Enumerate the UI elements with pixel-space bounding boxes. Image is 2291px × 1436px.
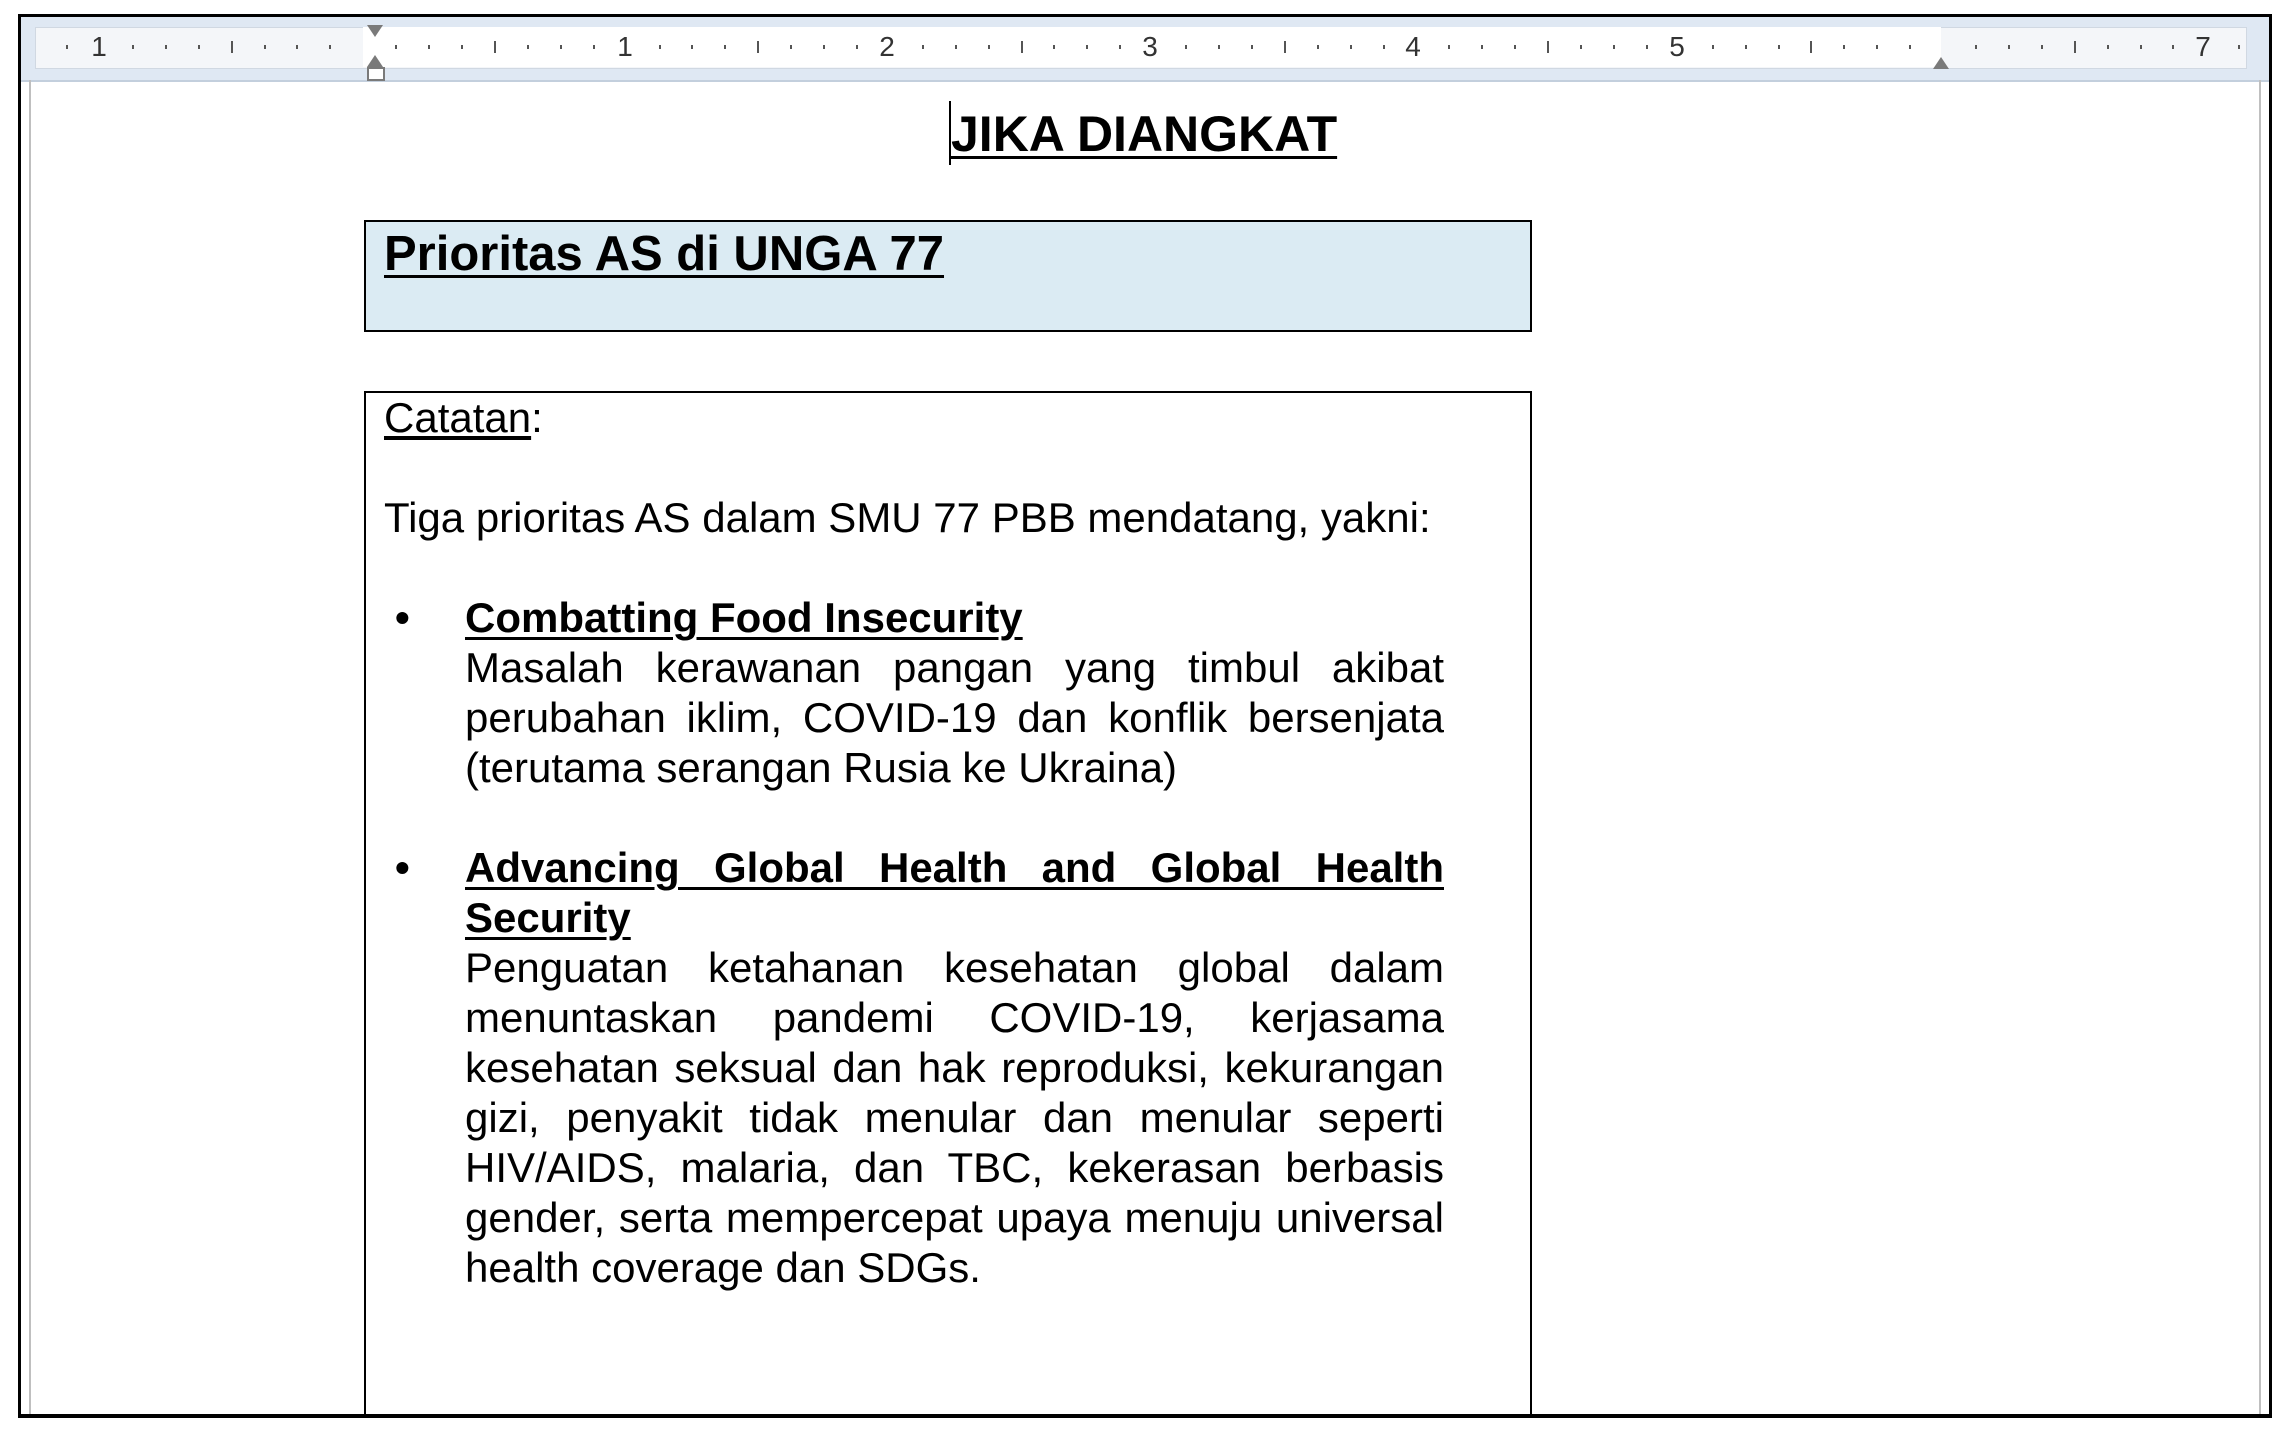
ruler-number: 7 bbox=[2195, 31, 2211, 62]
ruler-tick bbox=[1317, 45, 1319, 49]
ruler-tick bbox=[1185, 45, 1187, 49]
ruler-tick bbox=[165, 45, 167, 49]
ruler-tick bbox=[1350, 45, 1352, 49]
heading-box[interactable] bbox=[364, 220, 1532, 332]
ruler-tick bbox=[1514, 45, 1516, 49]
first-line-indent-marker[interactable] bbox=[367, 25, 383, 37]
ruler-tick bbox=[1712, 45, 1714, 49]
list-item bbox=[384, 843, 1444, 1293]
ruler-tick bbox=[1547, 41, 1549, 53]
ruler-tick bbox=[593, 45, 595, 49]
page-edge-right bbox=[2259, 80, 2261, 1418]
ruler-tick bbox=[461, 45, 463, 49]
list-item bbox=[384, 593, 1444, 793]
ruler-number: 2 bbox=[879, 31, 895, 62]
ruler-number: 3 bbox=[1142, 31, 1158, 62]
ruler-tick bbox=[955, 45, 957, 49]
ruler-tick bbox=[2041, 45, 2043, 49]
ruler-tick bbox=[1086, 45, 1088, 49]
document-title[interactable]: JIKA DIANGKAT bbox=[951, 106, 1338, 162]
ruler-tick bbox=[1284, 41, 1286, 53]
ruler-tick bbox=[428, 45, 430, 49]
bullet-icon: • bbox=[395, 594, 410, 641]
ruler-tick bbox=[691, 45, 693, 49]
right-indent-marker[interactable] bbox=[1933, 57, 1949, 69]
list-item-body: Masalah kerawanan pangan yang timbul akibat perubahan iklim, COVID-19 dan konflik bersenjata (terutama serangan Rusia ke Ukraina) bbox=[465, 644, 1444, 791]
ruler-tick bbox=[757, 41, 759, 53]
ruler-tick bbox=[2172, 45, 2174, 49]
ruler-tick bbox=[1613, 45, 1615, 49]
list-item-body: Penguatan ketahanan kesehatan global dalam menuntaskan pandemi COVID-19, kerjasama kesehatan seksual dan hak reproduksi, kekurangan gizi, penyakit tidak menular dan menular seperti HIV/AIDS, malaria, dan TBC, kekerasan berbasis gender, serta mempercepat upaya menuju universal health coverage dan SDGs. bbox=[465, 944, 1444, 1291]
ruler-tick bbox=[988, 45, 990, 49]
ruler-tick bbox=[1909, 45, 1911, 49]
ruler-tick bbox=[2008, 45, 2010, 49]
priority-list bbox=[384, 593, 1444, 1293]
ruler-tick bbox=[790, 45, 792, 49]
ruler-tick bbox=[1448, 45, 1450, 49]
ruler-tick bbox=[724, 45, 726, 49]
ruler-tick bbox=[329, 45, 331, 49]
left-indent-marker[interactable] bbox=[367, 67, 385, 81]
ruler-tick bbox=[527, 45, 529, 49]
ruler-tick bbox=[2238, 45, 2240, 49]
notes-box[interactable] bbox=[364, 391, 1532, 1418]
ruler-tick bbox=[659, 45, 661, 49]
ruler-tick bbox=[132, 45, 134, 49]
ruler-number: 4 bbox=[1405, 31, 1421, 62]
intro-paragraph: Tiga prioritas AS dalam SMU 77 PBB mendatang, yakni: bbox=[384, 494, 1431, 541]
ruler-tick bbox=[296, 45, 298, 49]
ruler-tick bbox=[922, 45, 924, 49]
ruler-tick bbox=[1843, 45, 1845, 49]
ruler-number: 1 bbox=[617, 31, 633, 62]
ruler-tick bbox=[1251, 45, 1253, 49]
ruler-tick bbox=[823, 45, 825, 49]
ruler-number: 5 bbox=[1669, 31, 1685, 62]
notes-label: Catatan bbox=[384, 394, 532, 441]
ruler-tick bbox=[1383, 45, 1385, 49]
ruler-tick bbox=[66, 45, 68, 49]
ruler-tick bbox=[1053, 45, 1055, 49]
ruler-tick bbox=[1218, 45, 1220, 49]
ruler-number: 1 bbox=[91, 31, 107, 62]
bullet-icon: • bbox=[395, 844, 410, 891]
ruler-tick bbox=[1778, 45, 1780, 49]
ruler-tick bbox=[231, 41, 233, 53]
ruler-tick bbox=[198, 45, 200, 49]
notes-label-line bbox=[384, 393, 1444, 443]
list-item-title: Combatting Food Insecurity bbox=[465, 594, 1023, 641]
document-window bbox=[18, 14, 2272, 1418]
page-edge-left bbox=[29, 80, 31, 1418]
ruler-tick bbox=[1745, 45, 1747, 49]
ruler-tick bbox=[856, 45, 858, 49]
ruler-tick bbox=[1876, 45, 1878, 49]
horizontal-ruler[interactable] bbox=[21, 17, 2269, 82]
ruler-tick bbox=[1810, 41, 1812, 53]
ruler-tick bbox=[264, 45, 266, 49]
ruler-tick bbox=[494, 41, 496, 53]
ruler-tick bbox=[1646, 45, 1648, 49]
heading-text: Prioritas AS di UNGA 77 bbox=[384, 227, 945, 281]
ruler-tick bbox=[1021, 41, 1023, 53]
ruler-tick bbox=[1975, 45, 1977, 49]
ruler-tick bbox=[1481, 45, 1483, 49]
ruler-tick bbox=[1580, 45, 1582, 49]
ruler-tick bbox=[2107, 45, 2109, 49]
ruler-tick bbox=[1119, 45, 1121, 49]
list-item-title: Advancing Global Health and Global Health Security bbox=[465, 844, 1444, 941]
ruler-tick bbox=[2140, 45, 2142, 49]
notes-label-colon: : bbox=[531, 394, 543, 441]
ruler-tick bbox=[560, 45, 562, 49]
hanging-indent-marker[interactable] bbox=[367, 55, 383, 67]
ruler-tick bbox=[2074, 41, 2076, 53]
ruler-tick bbox=[395, 45, 397, 49]
notes-content bbox=[384, 393, 1444, 1343]
